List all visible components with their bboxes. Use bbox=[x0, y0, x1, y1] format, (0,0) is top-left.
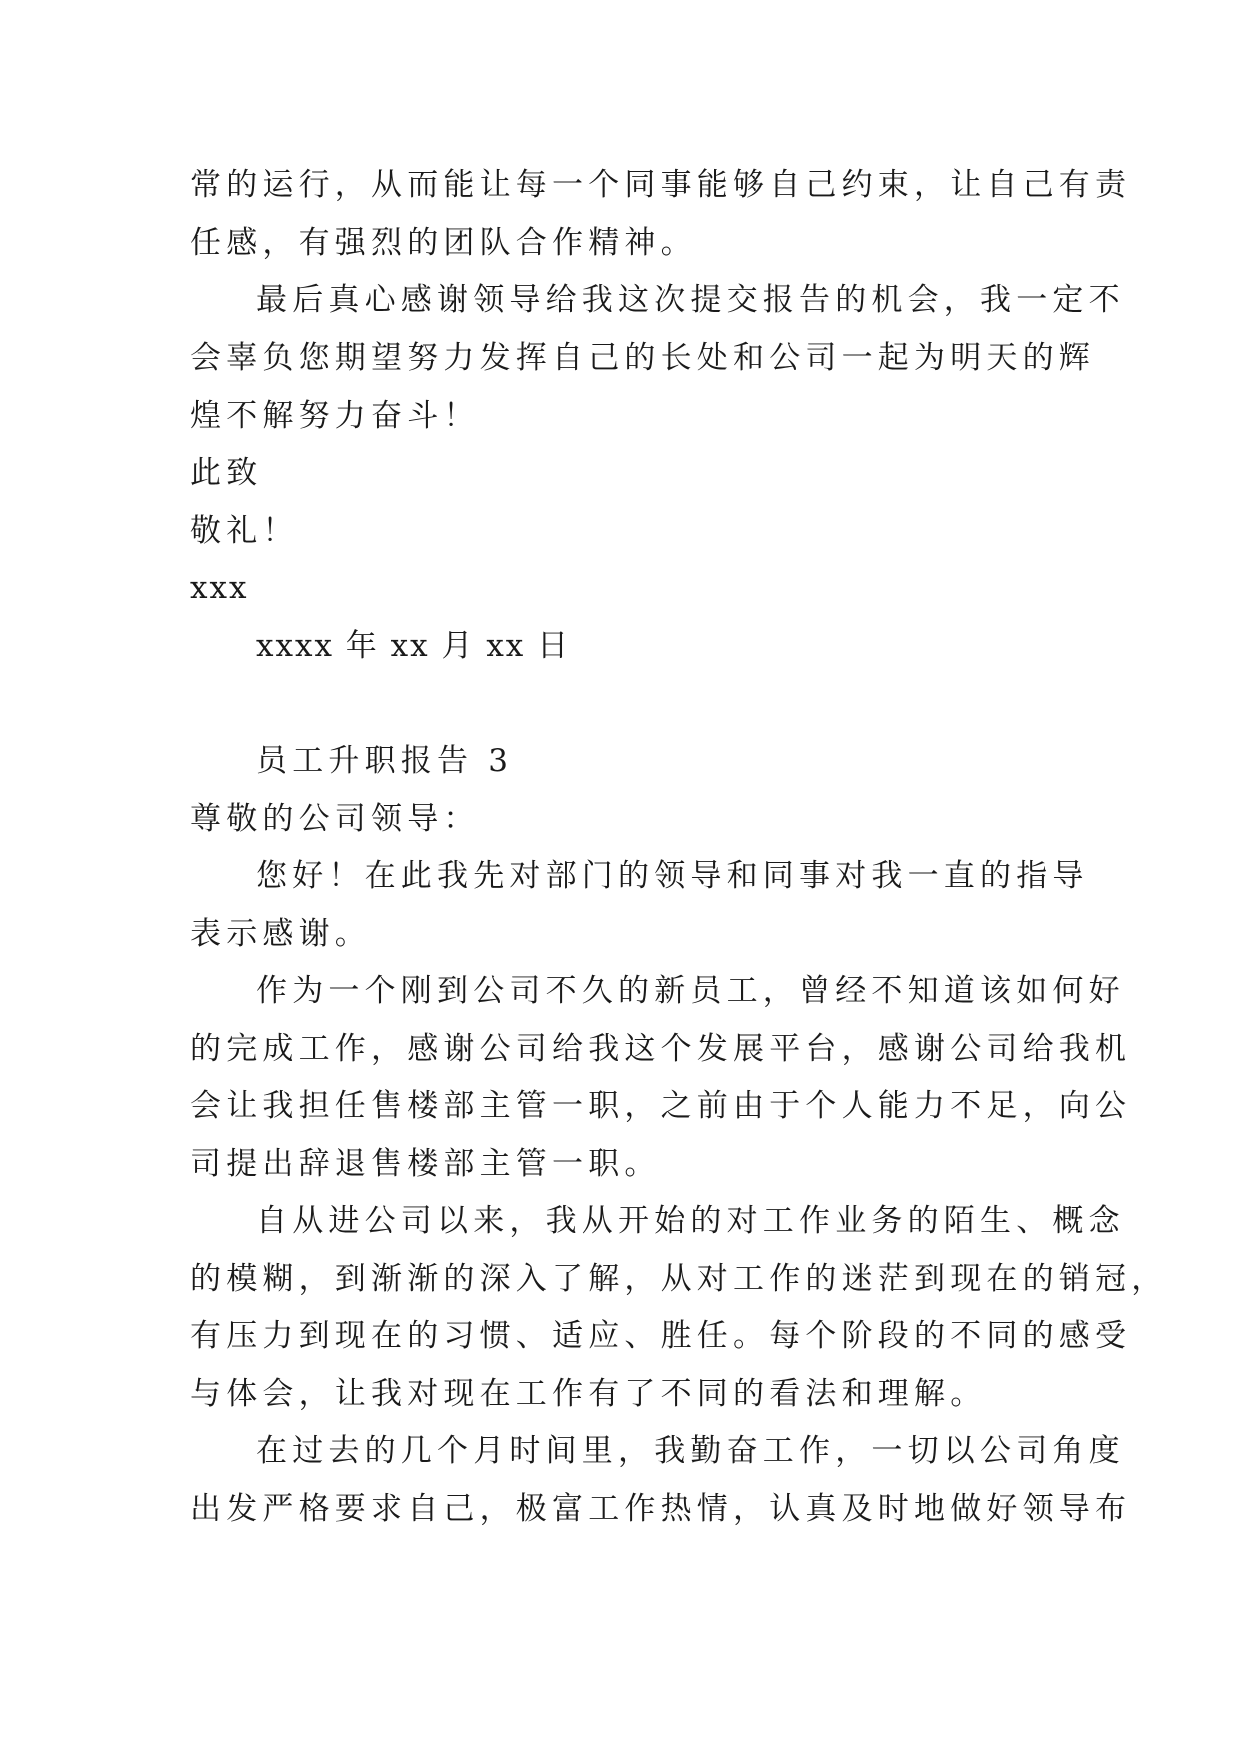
text-line: 煌不解努力奋斗！ bbox=[190, 398, 480, 434]
text-line: 表示感谢。 bbox=[190, 916, 371, 952]
text-line: 作为一个刚到公司不久的新员工，曾经不知道该如何好 bbox=[256, 973, 1125, 1009]
text-line: 您好！在此我先对部门的领导和同事对我一直的指导 bbox=[256, 858, 1089, 894]
text-line: 的完成工作，感谢公司给我这个发展平台，感谢公司给我机 bbox=[190, 1031, 1132, 1067]
closing-line: 敬礼！ bbox=[190, 513, 299, 549]
text-line: 自从进公司以来，我从开始的对工作业务的陌生、概念 bbox=[256, 1203, 1125, 1239]
signature-date: xxxx 年 xx 月 xx 日 bbox=[256, 628, 571, 664]
text-line: 司提出辞退售楼部主管一职。 bbox=[190, 1146, 661, 1182]
text-line: 有压力到现在的习惯、适应、胜任。每个阶段的不同的感受 bbox=[190, 1318, 1132, 1354]
section-title: 员工升职报告 3 bbox=[256, 743, 514, 779]
text-line: 常的运行，从而能让每一个同事能够自己约束，让自己有责 bbox=[190, 167, 1132, 203]
salutation: 尊敬的公司领导： bbox=[190, 801, 480, 837]
text-line: 会辜负您期望努力发挥自己的长处和公司一起为明天的辉 bbox=[190, 340, 1095, 376]
text-line: 会让我担任售楼部主管一职，之前由于个人能力不足，向公 bbox=[190, 1088, 1132, 1124]
text-line: 在过去的几个月时间里，我勤奋工作，一切以公司角度 bbox=[256, 1433, 1125, 1469]
text-line: 的模糊，到渐渐的深入了解，从对工作的迷茫到现在的销冠， bbox=[190, 1261, 1168, 1297]
closing-line: 此致 bbox=[190, 455, 263, 491]
text-line: 与体会，让我对现在工作有了不同的看法和理解。 bbox=[190, 1376, 987, 1412]
text-line: 最后真心感谢领导给我这次提交报告的机会，我一定不 bbox=[256, 282, 1125, 318]
text-line: 出发严格要求自己，极富工作热情，认真及时地做好领导布 bbox=[190, 1491, 1132, 1527]
signature-name: xxx bbox=[190, 570, 249, 606]
text-line: 任感，有强烈的团队合作精神。 bbox=[190, 225, 697, 261]
